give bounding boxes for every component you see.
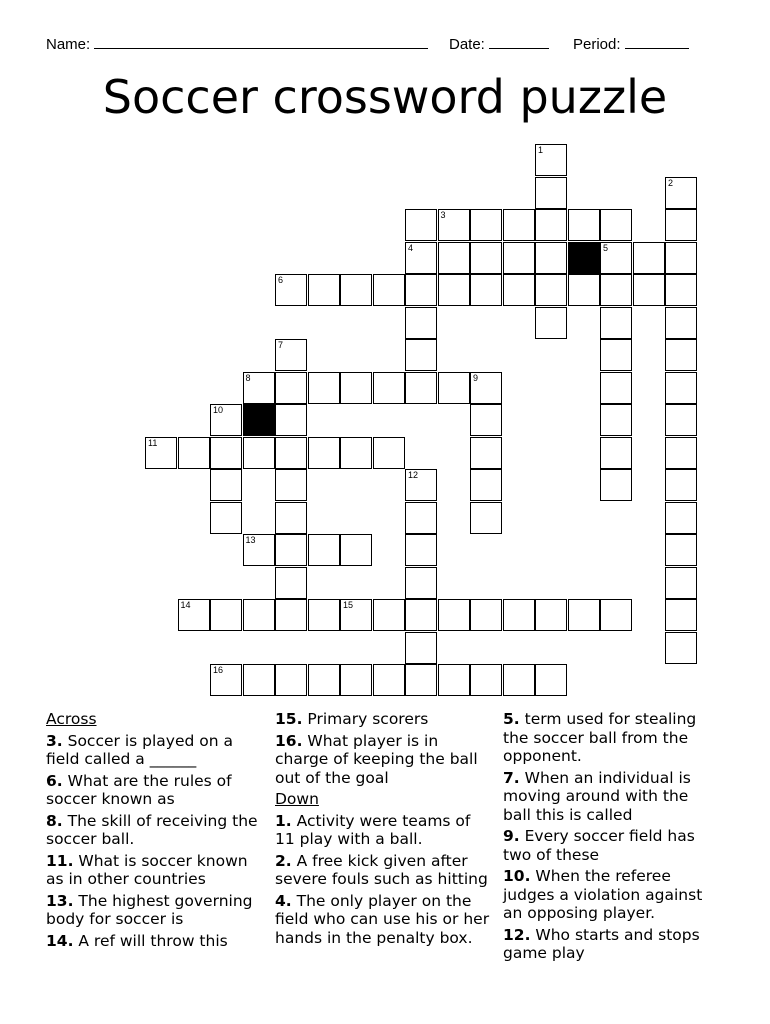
crossword-cell[interactable] <box>275 469 307 501</box>
crossword-cell[interactable] <box>405 502 437 534</box>
crossword-cell[interactable] <box>665 599 697 631</box>
crossword-cell[interactable] <box>308 274 340 306</box>
clue-number: 11 <box>148 437 158 448</box>
crossword-cell[interactable] <box>308 534 340 566</box>
crossword-cell[interactable] <box>665 209 697 241</box>
clue-item <box>46 772 261 809</box>
crossword-cell[interactable] <box>275 404 307 436</box>
crossword-cell[interactable] <box>600 469 632 501</box>
crossword-cell[interactable] <box>275 599 307 631</box>
clue-item-number: 13. <box>46 891 74 910</box>
period-blank[interactable] <box>625 34 689 49</box>
crossword-cell[interactable] <box>145 437 177 469</box>
crossword-cell[interactable] <box>665 177 697 209</box>
crossword-cell[interactable] <box>665 437 697 469</box>
clue-item <box>503 867 713 923</box>
crossword-cell[interactable] <box>600 209 632 241</box>
crossword-cell[interactable] <box>665 534 697 566</box>
black-square <box>243 404 275 436</box>
clue-item-text: What player is in charge of keeping the ball out of the goal <box>275 731 478 787</box>
across-clue-list-continued <box>275 710 495 787</box>
clue-item-number: 2. <box>275 851 292 870</box>
crossword-cell[interactable] <box>665 339 697 371</box>
crossword-cell[interactable] <box>275 274 307 306</box>
crossword-cell[interactable] <box>210 437 242 469</box>
crossword-cell[interactable] <box>373 599 405 631</box>
crossword-cell[interactable] <box>210 469 242 501</box>
crossword-cell[interactable] <box>340 534 372 566</box>
crossword-cell[interactable] <box>470 437 502 469</box>
crossword-cell[interactable] <box>308 437 340 469</box>
crossword-cell[interactable] <box>568 209 600 241</box>
crossword-cell[interactable] <box>600 274 632 306</box>
crossword-cell[interactable] <box>275 372 307 404</box>
crossword-cell[interactable] <box>470 274 502 306</box>
clue-number: 10 <box>213 405 224 415</box>
crossword-cell[interactable] <box>438 274 470 306</box>
clue-number: 3 <box>440 210 446 220</box>
crossword-cell[interactable] <box>438 209 470 241</box>
crossword-cell[interactable] <box>308 599 340 631</box>
clue-item-text: Who starts and stops game play <box>503 925 700 962</box>
crossword-cell[interactable] <box>275 339 307 371</box>
crossword-cell[interactable] <box>308 372 340 404</box>
crossword-cell[interactable] <box>665 502 697 534</box>
crossword-cell[interactable] <box>535 242 567 274</box>
crossword-cell[interactable] <box>405 274 437 306</box>
crossword-cell[interactable] <box>470 664 502 696</box>
clue-item-number: 12. <box>503 925 531 944</box>
crossword-cell[interactable] <box>535 209 567 241</box>
crossword-cell[interactable] <box>405 242 437 274</box>
clue-item-text: Every soccer field has two of these <box>503 827 695 864</box>
clue-number: 15 <box>343 600 354 610</box>
crossword-cell[interactable] <box>373 437 405 469</box>
clue-item-text: A free kick given after severe fouls such as hitting <box>275 851 488 888</box>
name-label: Name: <box>46 36 91 53</box>
crossword-cell[interactable] <box>373 372 405 404</box>
down-clue-list-continued <box>503 710 713 963</box>
crossword-cell[interactable] <box>405 534 437 566</box>
clue-item-number: 4. <box>275 891 292 910</box>
crossword-cell[interactable] <box>470 469 502 501</box>
crossword-cell[interactable] <box>503 599 535 631</box>
crossword-cell[interactable] <box>405 664 437 696</box>
clue-item-number: 16. <box>275 731 303 750</box>
crossword-cell[interactable] <box>275 534 307 566</box>
crossword-cell[interactable] <box>600 242 632 274</box>
clue-item <box>503 769 713 825</box>
clue-item-number: 3. <box>46 731 63 750</box>
crossword-cell[interactable] <box>405 372 437 404</box>
clue-item <box>46 812 261 849</box>
crossword-cell[interactable] <box>210 502 242 534</box>
crossword-cell[interactable] <box>438 599 470 631</box>
date-field[interactable] <box>449 34 549 53</box>
clue-item <box>275 710 495 729</box>
crossword-cell[interactable] <box>535 599 567 631</box>
crossword-cell[interactable] <box>275 437 307 469</box>
clue-item <box>503 926 713 963</box>
crossword-cell[interactable] <box>470 372 502 404</box>
crossword-cell[interactable] <box>503 274 535 306</box>
crossword-cell[interactable] <box>535 307 567 339</box>
crossword-cell[interactable] <box>178 599 210 631</box>
crossword-cell[interactable] <box>665 242 697 274</box>
clue-number: 6 <box>278 275 284 285</box>
clue-item <box>46 732 261 769</box>
crossword-cell[interactable] <box>535 274 567 306</box>
crossword-cell[interactable] <box>470 502 502 534</box>
crossword-cell[interactable] <box>210 404 242 436</box>
clue-item <box>46 852 261 889</box>
clue-item <box>46 892 261 929</box>
crossword-cell[interactable] <box>600 404 632 436</box>
name-field[interactable] <box>46 34 428 53</box>
crossword-cell[interactable] <box>405 339 437 371</box>
clue-item-text: The highest governing body for soccer is <box>46 891 253 928</box>
crossword-cell[interactable] <box>340 372 372 404</box>
crossword-cell[interactable] <box>600 437 632 469</box>
crossword-cell[interactable] <box>405 599 437 631</box>
clue-number: 5 <box>603 242 609 253</box>
crossword-cell[interactable] <box>340 664 372 696</box>
crossword-cell[interactable] <box>405 307 437 339</box>
clue-number: 1 <box>538 145 544 155</box>
clue-number: 7 <box>278 340 284 350</box>
clue-item-text: When an individual is moving around with the ball this is called <box>503 768 691 824</box>
crossword-cell[interactable] <box>438 242 470 274</box>
black-square <box>568 242 600 274</box>
clue-number: 12 <box>408 470 419 480</box>
clue-item-text: When the referee judges a violation against an opposing player. <box>503 867 703 922</box>
name-blank[interactable] <box>94 34 428 49</box>
crossword-cell[interactable] <box>373 274 405 306</box>
clue-number: 14 <box>180 600 191 610</box>
crossword-cell[interactable] <box>633 242 665 274</box>
crossword-cell[interactable] <box>503 242 535 274</box>
crossword-cell[interactable] <box>535 177 567 209</box>
clue-item-number: 15. <box>275 710 303 728</box>
clue-number: 2 <box>668 177 674 188</box>
crossword-cell[interactable] <box>665 274 697 306</box>
crossword-cell[interactable] <box>665 632 697 664</box>
crossword-cell[interactable] <box>243 372 275 404</box>
down-clue-list <box>275 812 495 948</box>
crossword-cell[interactable] <box>275 502 307 534</box>
clue-item-text: Activity were teams of 11 play with a ball. <box>275 811 471 848</box>
clue-item-text: What is soccer known as in other countries <box>46 851 248 888</box>
clue-number: 13 <box>245 535 256 545</box>
crossword-cell[interactable] <box>600 599 632 631</box>
across-heading: Across <box>46 710 97 728</box>
crossword-cell[interactable] <box>600 372 632 404</box>
crossword-cell[interactable] <box>535 144 567 176</box>
crossword-cell[interactable] <box>503 664 535 696</box>
crossword-cell[interactable] <box>243 599 275 631</box>
crossword-cell[interactable] <box>665 469 697 501</box>
crossword-cell[interactable] <box>665 372 697 404</box>
period-field[interactable] <box>573 34 689 53</box>
crossword-cell[interactable] <box>470 404 502 436</box>
crossword-cell[interactable] <box>178 437 210 469</box>
crossword-cell[interactable] <box>535 664 567 696</box>
crossword-cell[interactable] <box>600 339 632 371</box>
clue-item-text: The only player on the field who can use his or her hands in the penalty box. <box>275 891 490 947</box>
crossword-cell[interactable] <box>438 372 470 404</box>
crossword-cell[interactable] <box>210 664 242 696</box>
clue-item-number: 8. <box>46 811 63 830</box>
clues-column-2 <box>275 710 495 950</box>
crossword-cell[interactable] <box>470 209 502 241</box>
clue-item-number: 5. <box>503 710 520 728</box>
clue-item-text: Primary scorers <box>302 710 429 728</box>
clue-item-text: A ref will throw this <box>73 931 228 950</box>
crossword-cell[interactable] <box>470 242 502 274</box>
clue-item <box>275 852 495 889</box>
clue-number: 8 <box>245 372 251 383</box>
period-label: Period: <box>573 36 621 53</box>
clue-item-number: 11. <box>46 851 74 870</box>
crossword-cell[interactable] <box>210 599 242 631</box>
crossword-cell[interactable] <box>633 274 665 306</box>
clue-item <box>275 812 495 849</box>
crossword-cell[interactable] <box>665 307 697 339</box>
crossword-cell[interactable] <box>405 209 437 241</box>
clue-number: 16 <box>213 665 224 675</box>
crossword-cell[interactable] <box>405 469 437 501</box>
crossword-cell[interactable] <box>243 664 275 696</box>
crossword-cell[interactable] <box>340 599 372 631</box>
crossword-cell[interactable] <box>373 664 405 696</box>
crossword-cell[interactable] <box>470 599 502 631</box>
clues-column-1 <box>46 710 261 953</box>
clue-item <box>503 827 713 864</box>
clue-item-text: term used for stealing the soccer ball from the opponent. <box>503 710 697 765</box>
across-clue-list <box>46 732 261 951</box>
crossword-cell[interactable] <box>665 567 697 599</box>
crossword-cell[interactable] <box>568 274 600 306</box>
clues-column-3 <box>503 710 713 966</box>
clue-number: 9 <box>473 372 479 383</box>
down-heading: Down <box>275 790 319 808</box>
crossword-cell[interactable] <box>568 599 600 631</box>
crossword-cell[interactable] <box>405 632 437 664</box>
clue-item-number: 14. <box>46 931 74 950</box>
clue-item-number: 7. <box>503 768 520 787</box>
crossword-cell[interactable] <box>243 534 275 566</box>
crossword-cell[interactable] <box>275 567 307 599</box>
crossword-cell[interactable] <box>243 437 275 469</box>
date-label: Date: <box>449 36 485 53</box>
date-blank[interactable] <box>489 34 549 49</box>
clue-item-number: 1. <box>275 811 292 830</box>
clue-item <box>503 710 713 766</box>
clue-item-number: 9. <box>503 827 520 845</box>
clue-item <box>275 892 495 948</box>
clue-item-number: 10. <box>503 867 531 885</box>
crossword-cell[interactable] <box>665 404 697 436</box>
clue-item <box>275 732 495 788</box>
clue-item-text: The skill of receiving the soccer ball. <box>46 811 258 848</box>
crossword-cell[interactable] <box>405 567 437 599</box>
crossword-cell[interactable] <box>308 664 340 696</box>
clue-number: 4 <box>408 242 414 253</box>
clue-item-text: Soccer is played on a field called a ______ <box>46 731 233 768</box>
crossword-cell[interactable] <box>503 209 535 241</box>
crossword-cell[interactable] <box>275 664 307 696</box>
crossword-cell[interactable] <box>600 307 632 339</box>
clue-item <box>46 932 261 951</box>
clue-item-number: 6. <box>46 771 63 790</box>
page-title: Soccer crossword puzzle <box>102 70 668 124</box>
crossword-cell[interactable] <box>340 437 372 469</box>
crossword-cell[interactable] <box>438 664 470 696</box>
clue-item-text: What are the rules of soccer known as <box>46 771 232 808</box>
crossword-cell[interactable] <box>340 274 372 306</box>
